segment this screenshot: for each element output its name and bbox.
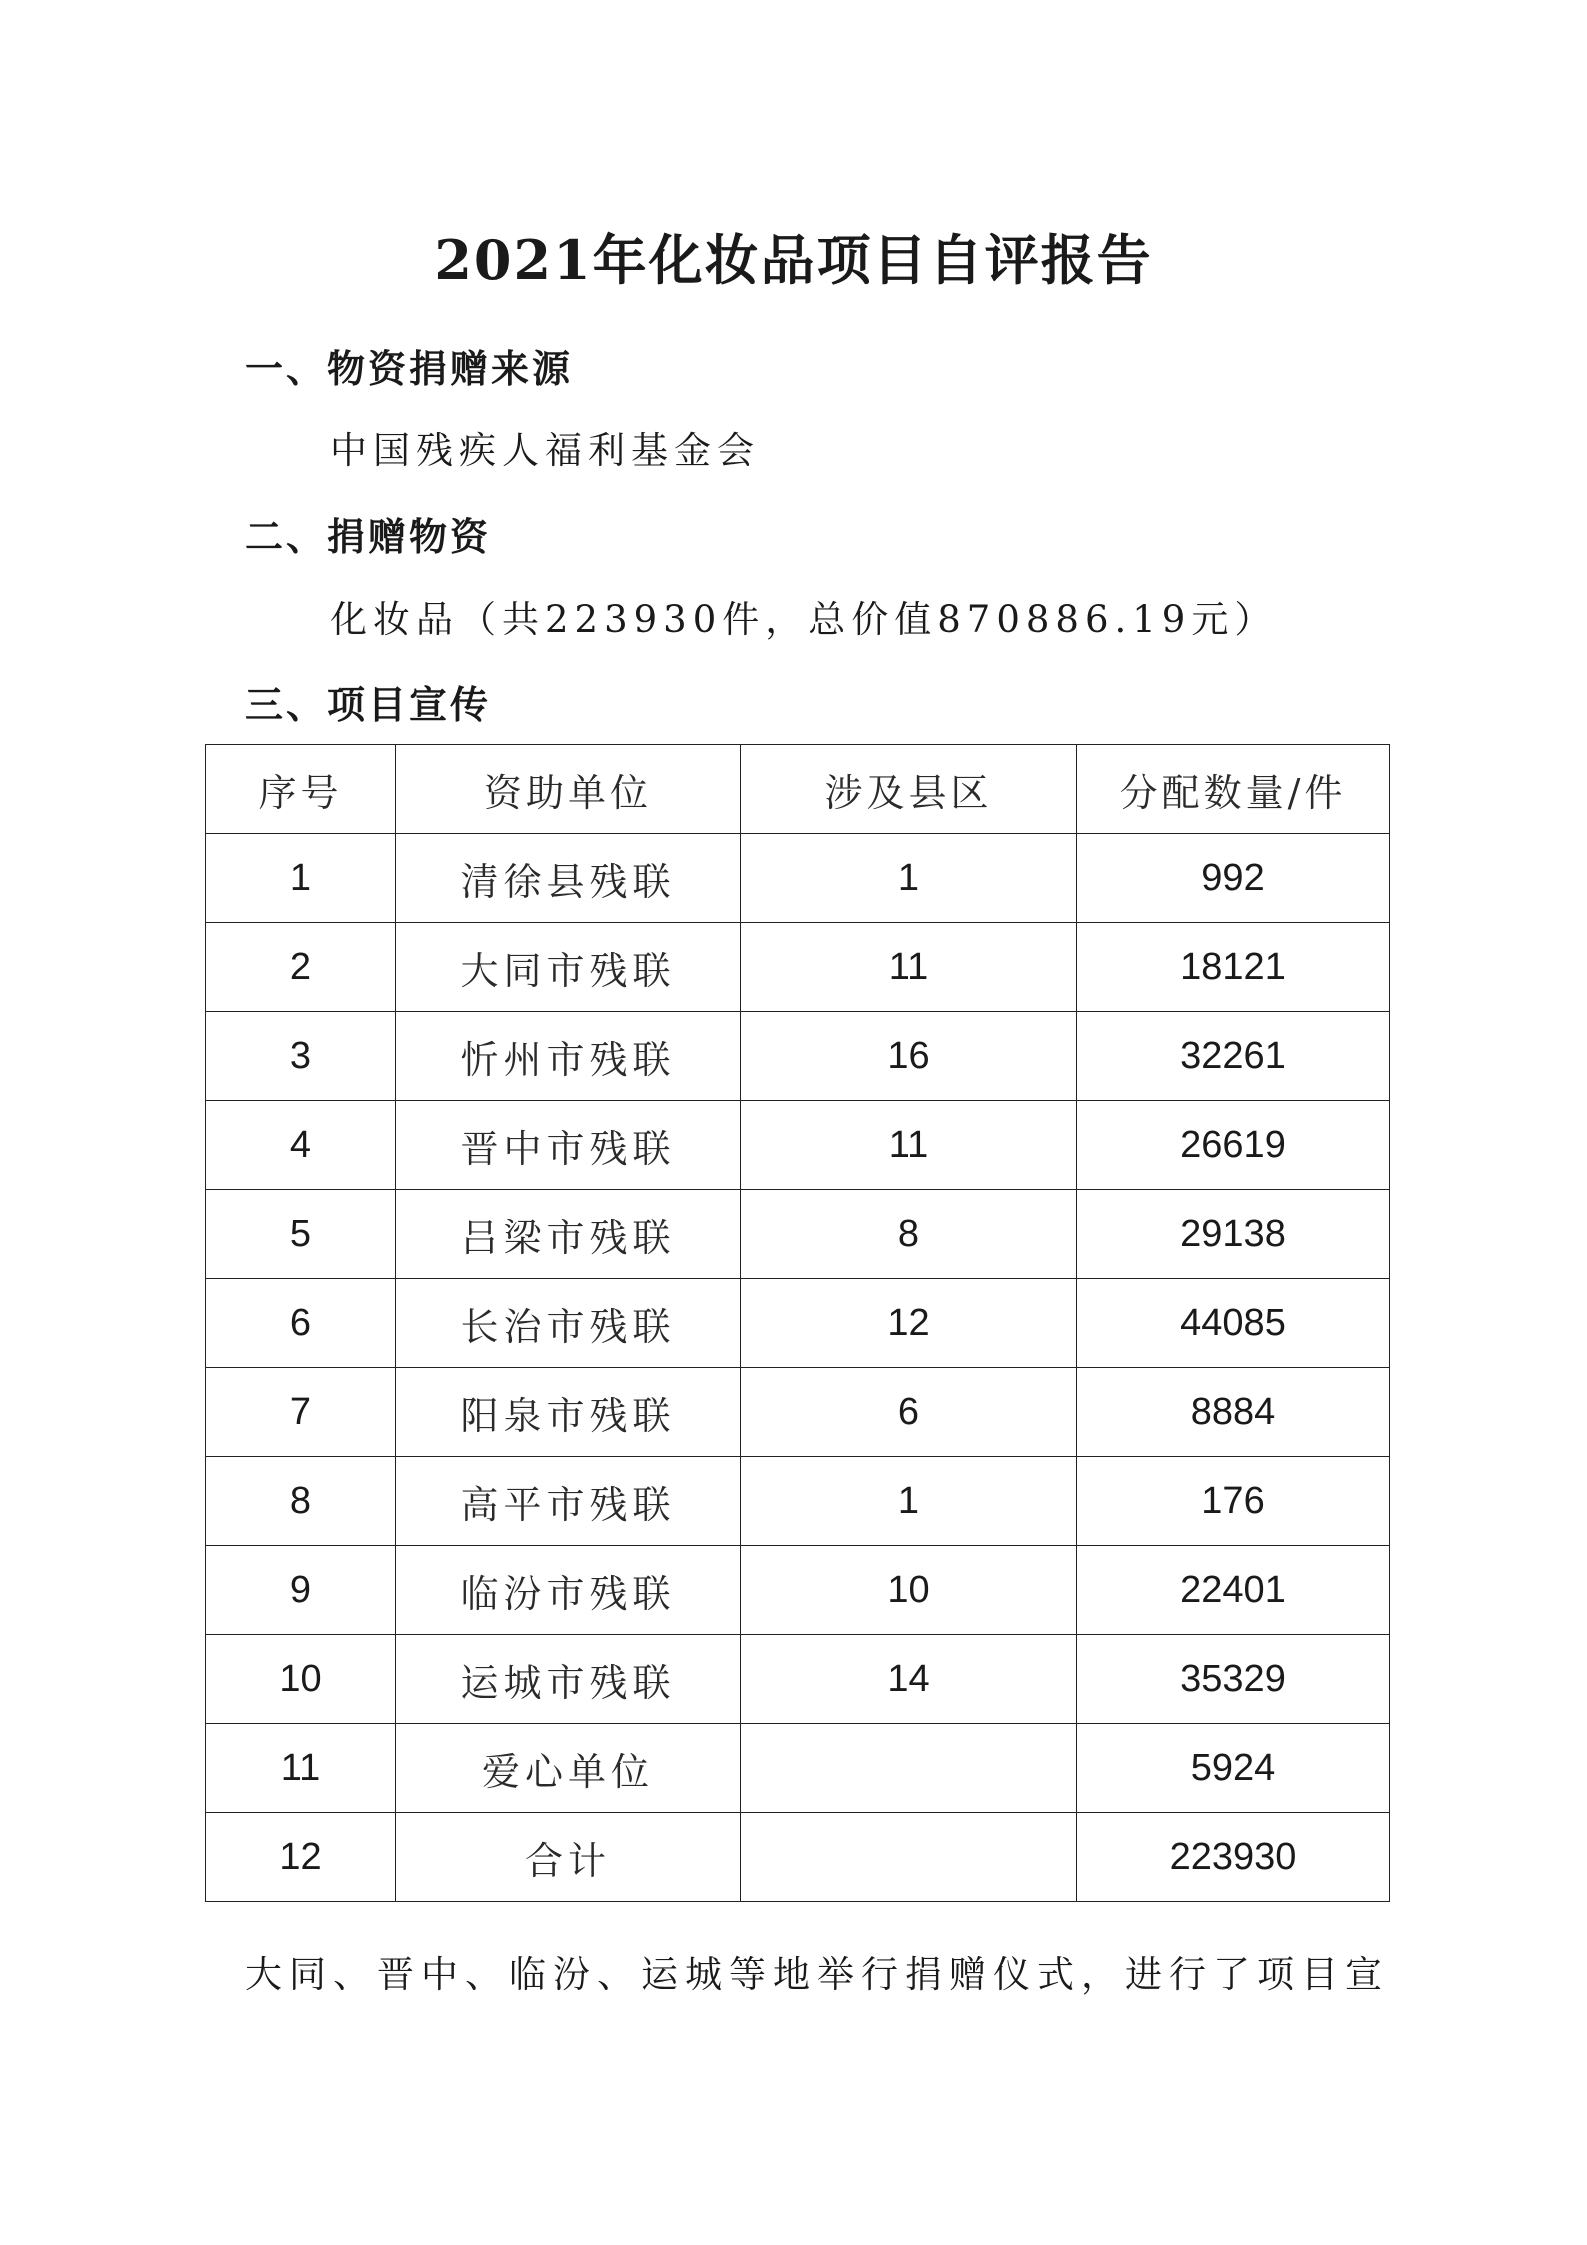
cell-unit: 高平市残联	[396, 1457, 741, 1546]
publicity-paragraph: 大同、晋中、临汾、运城等地举行捐赠仪式，进行了项目宣	[245, 1953, 1389, 1996]
cell-counties: 1	[741, 1457, 1077, 1546]
table-row-total	[206, 1813, 1390, 1902]
header-cell-quantity: 分配数量/件	[1077, 745, 1390, 834]
cell-quantity: 35329	[1077, 1635, 1390, 1724]
cell-index: 5	[206, 1190, 396, 1279]
header-cell-index: 序号	[206, 745, 396, 834]
cell-counties: 11	[741, 1101, 1077, 1190]
cell-unit: 运城市残联	[396, 1635, 741, 1724]
cell-quantity: 992	[1077, 834, 1390, 923]
cell-counties: 16	[741, 1012, 1077, 1101]
cell-counties	[741, 1813, 1077, 1902]
cell-index: 8	[206, 1457, 396, 1546]
cell-counties: 6	[741, 1368, 1077, 1457]
table-row	[206, 1724, 1390, 1813]
table-row	[206, 1368, 1390, 1457]
cell-counties	[741, 1724, 1077, 1813]
cell-index: 9	[206, 1546, 396, 1635]
cell-unit: 合计	[396, 1813, 741, 1902]
cell-index: 1	[206, 834, 396, 923]
cell-counties: 8	[741, 1190, 1077, 1279]
table-row	[206, 1190, 1390, 1279]
cell-quantity: 26619	[1077, 1101, 1390, 1190]
cell-quantity: 18121	[1077, 923, 1390, 1012]
cell-quantity: 176	[1077, 1457, 1390, 1546]
table-row	[206, 1457, 1390, 1546]
cell-index: 3	[206, 1012, 396, 1101]
cell-index: 6	[206, 1279, 396, 1368]
cell-unit: 阳泉市残联	[396, 1368, 741, 1457]
cell-quantity: 32261	[1077, 1012, 1390, 1101]
section-text-donated-goods: 化妆品（共223930件，总价值870886.19元）	[330, 598, 1278, 641]
cell-counties: 1	[741, 834, 1077, 923]
document-title: 2021年化妆品项目自评报告	[434, 228, 1153, 292]
cell-quantity: 22401	[1077, 1546, 1390, 1635]
section-heading-donation-source: 一、物资捐赠来源	[245, 347, 574, 391]
distribution-table	[205, 744, 1390, 1902]
cell-counties: 10	[741, 1546, 1077, 1635]
cell-unit: 长治市残联	[396, 1279, 741, 1368]
cell-counties: 11	[741, 923, 1077, 1012]
cell-counties: 14	[741, 1635, 1077, 1724]
table-row	[206, 1546, 1390, 1635]
cell-index: 10	[206, 1635, 396, 1724]
table-header-row	[206, 745, 1390, 834]
cell-index: 7	[206, 1368, 396, 1457]
header-cell-counties: 涉及县区	[741, 745, 1077, 834]
cell-unit: 吕梁市残联	[396, 1190, 741, 1279]
cell-index: 11	[206, 1724, 396, 1813]
cell-quantity: 8884	[1077, 1368, 1390, 1457]
table-row	[206, 1101, 1390, 1190]
cell-unit: 爱心单位	[396, 1724, 741, 1813]
section-text-donation-source: 中国残疾人福利基金会	[330, 429, 760, 472]
table-row	[206, 1279, 1390, 1368]
cell-unit: 大同市残联	[396, 923, 741, 1012]
cell-counties: 12	[741, 1279, 1077, 1368]
cell-index: 4	[206, 1101, 396, 1190]
table-row	[206, 923, 1390, 1012]
header-cell-unit: 资助单位	[396, 745, 741, 834]
section-heading-donated-goods: 二、捐赠物资	[245, 515, 492, 559]
cell-quantity: 29138	[1077, 1190, 1390, 1279]
cell-quantity: 5924	[1077, 1724, 1390, 1813]
section-heading-project-publicity: 三、项目宣传	[245, 683, 492, 727]
table-row	[206, 834, 1390, 923]
cell-index: 12	[206, 1813, 396, 1902]
table-row	[206, 1635, 1390, 1724]
cell-unit: 临汾市残联	[396, 1546, 741, 1635]
cell-quantity: 223930	[1077, 1813, 1390, 1902]
cell-unit: 晋中市残联	[396, 1101, 741, 1190]
cell-quantity: 44085	[1077, 1279, 1390, 1368]
cell-unit: 清徐县残联	[396, 834, 741, 923]
cell-unit: 忻州市残联	[396, 1012, 741, 1101]
table-row	[206, 1012, 1390, 1101]
cell-index: 2	[206, 923, 396, 1012]
